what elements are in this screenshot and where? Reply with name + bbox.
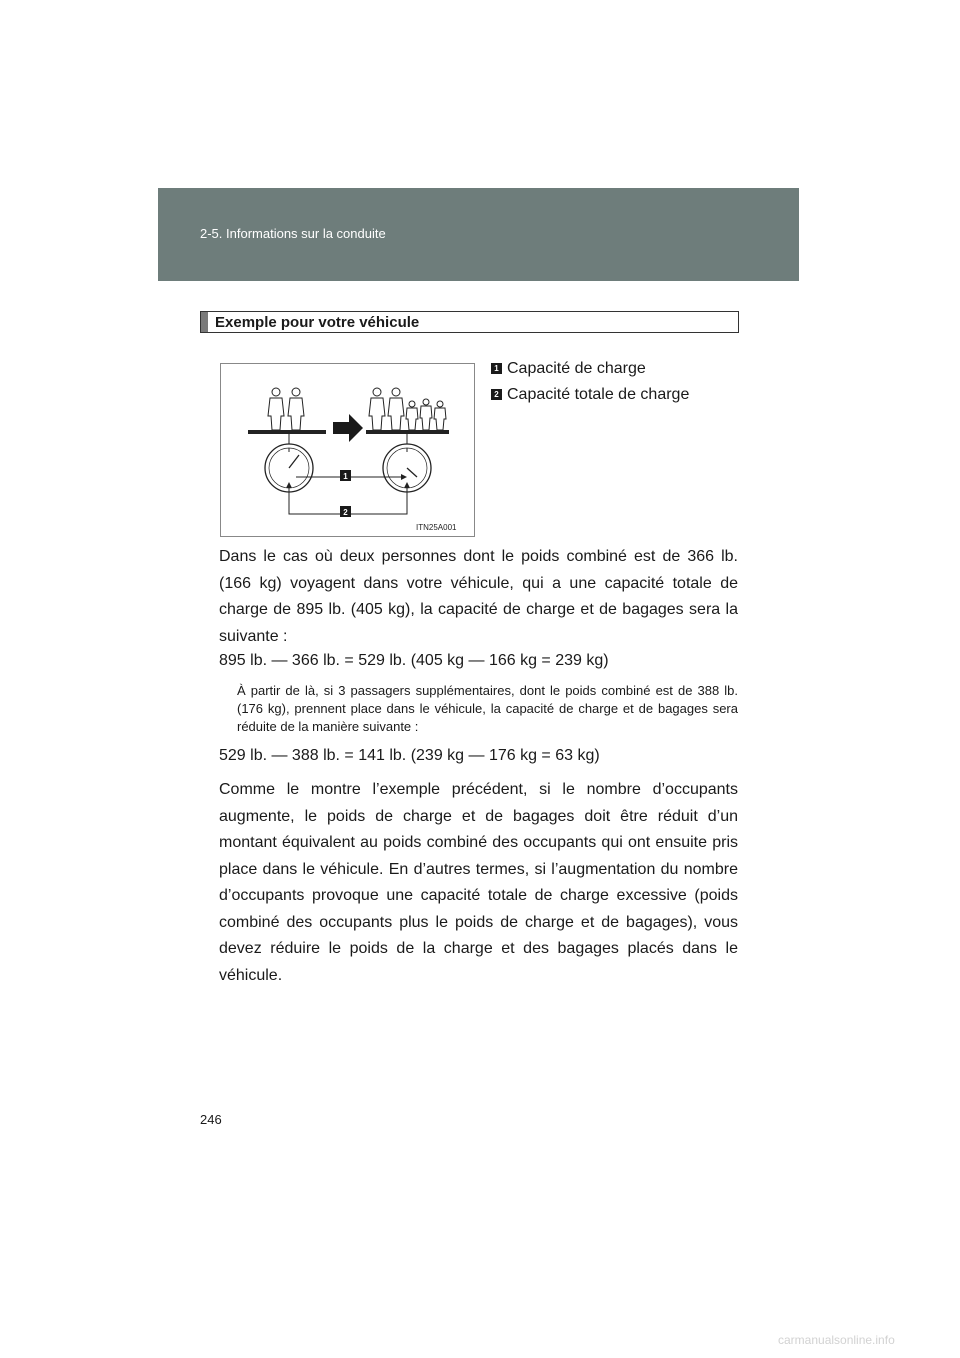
- section-title-box: [200, 311, 739, 333]
- note-paragraph: À partir de là, si 3 passagers supplémentaires, dont le poids combiné est de 388 lb. (176 kg), prennent place dans le véhicule, la capacité de charge et de bagages sera réduite de la manière suivante :: [237, 683, 738, 734]
- person-icon-2: [288, 388, 304, 430]
- child-icon-1: [406, 401, 418, 430]
- person-icon-1: [268, 388, 284, 430]
- paragraph-intro: Dans le cas où deux personnes dont le poids combiné est de 366 lb. (166 kg) voyagent dans votre véhicule, qui a une capacité totale de charge de 895 lb. (405 kg), la capacité de charge et de bagages sera la suivante :: [219, 548, 738, 645]
- watermark: carmanualsonline.info: [778, 1333, 895, 1347]
- calculation-2: 529 lb. — 388 lb. = 141 lb. (239 kg — 176 kg = 63 kg): [219, 747, 600, 764]
- page-number: 246: [200, 1112, 222, 1127]
- callout-label-2: 2: [343, 508, 348, 517]
- breadcrumb: 2-5. Informations sur la conduite: [200, 226, 386, 241]
- calculation-1: 895 lb. — 366 lb. = 529 lb. (405 kg — 166 kg = 239 kg): [219, 652, 609, 669]
- scale-platform-left: [248, 430, 326, 434]
- person-icon-4: [388, 388, 404, 430]
- child-icon-2: [420, 399, 432, 430]
- legend-label-1: Capacité de charge: [507, 360, 646, 377]
- legend-number-1: 1: [491, 363, 502, 374]
- section-title: Exemple pour votre véhicule: [215, 314, 420, 331]
- paragraph-explanation: Comme le montre l’exemple précédent, si le nombre d’occupants augmente, le poids de charge et de bagages doit être réduit d’un montant équivalent au poids combiné des occupants qui ont ensuite pris place dans le véhicule. En d’autres termes, si l’augmentation du nombre d’occupants provoque une capacité totale de charge excessive (poids combiné des occupants plus le poids de charge et de bagages), vous devez réduire le poids de la charge et des bagages placés dans le véhicule.: [219, 781, 738, 984]
- page-header: [158, 188, 799, 281]
- arrow-right-icon: [333, 414, 363, 442]
- scale-diagram: [221, 364, 474, 536]
- load-capacity-illustration: [220, 363, 475, 537]
- figure-code: ITN25A001: [416, 523, 457, 532]
- section-title-bar: [201, 312, 208, 332]
- legend-item-1: [491, 360, 646, 378]
- child-icon-3: [434, 401, 446, 430]
- legend-item-2: [491, 386, 689, 404]
- legend-label-2: Capacité totale de charge: [507, 386, 690, 403]
- person-icon-3: [369, 388, 385, 430]
- legend-number-2: 2: [491, 389, 502, 400]
- scale-platform-right: [366, 430, 449, 434]
- callout-label-1: 1: [343, 472, 348, 481]
